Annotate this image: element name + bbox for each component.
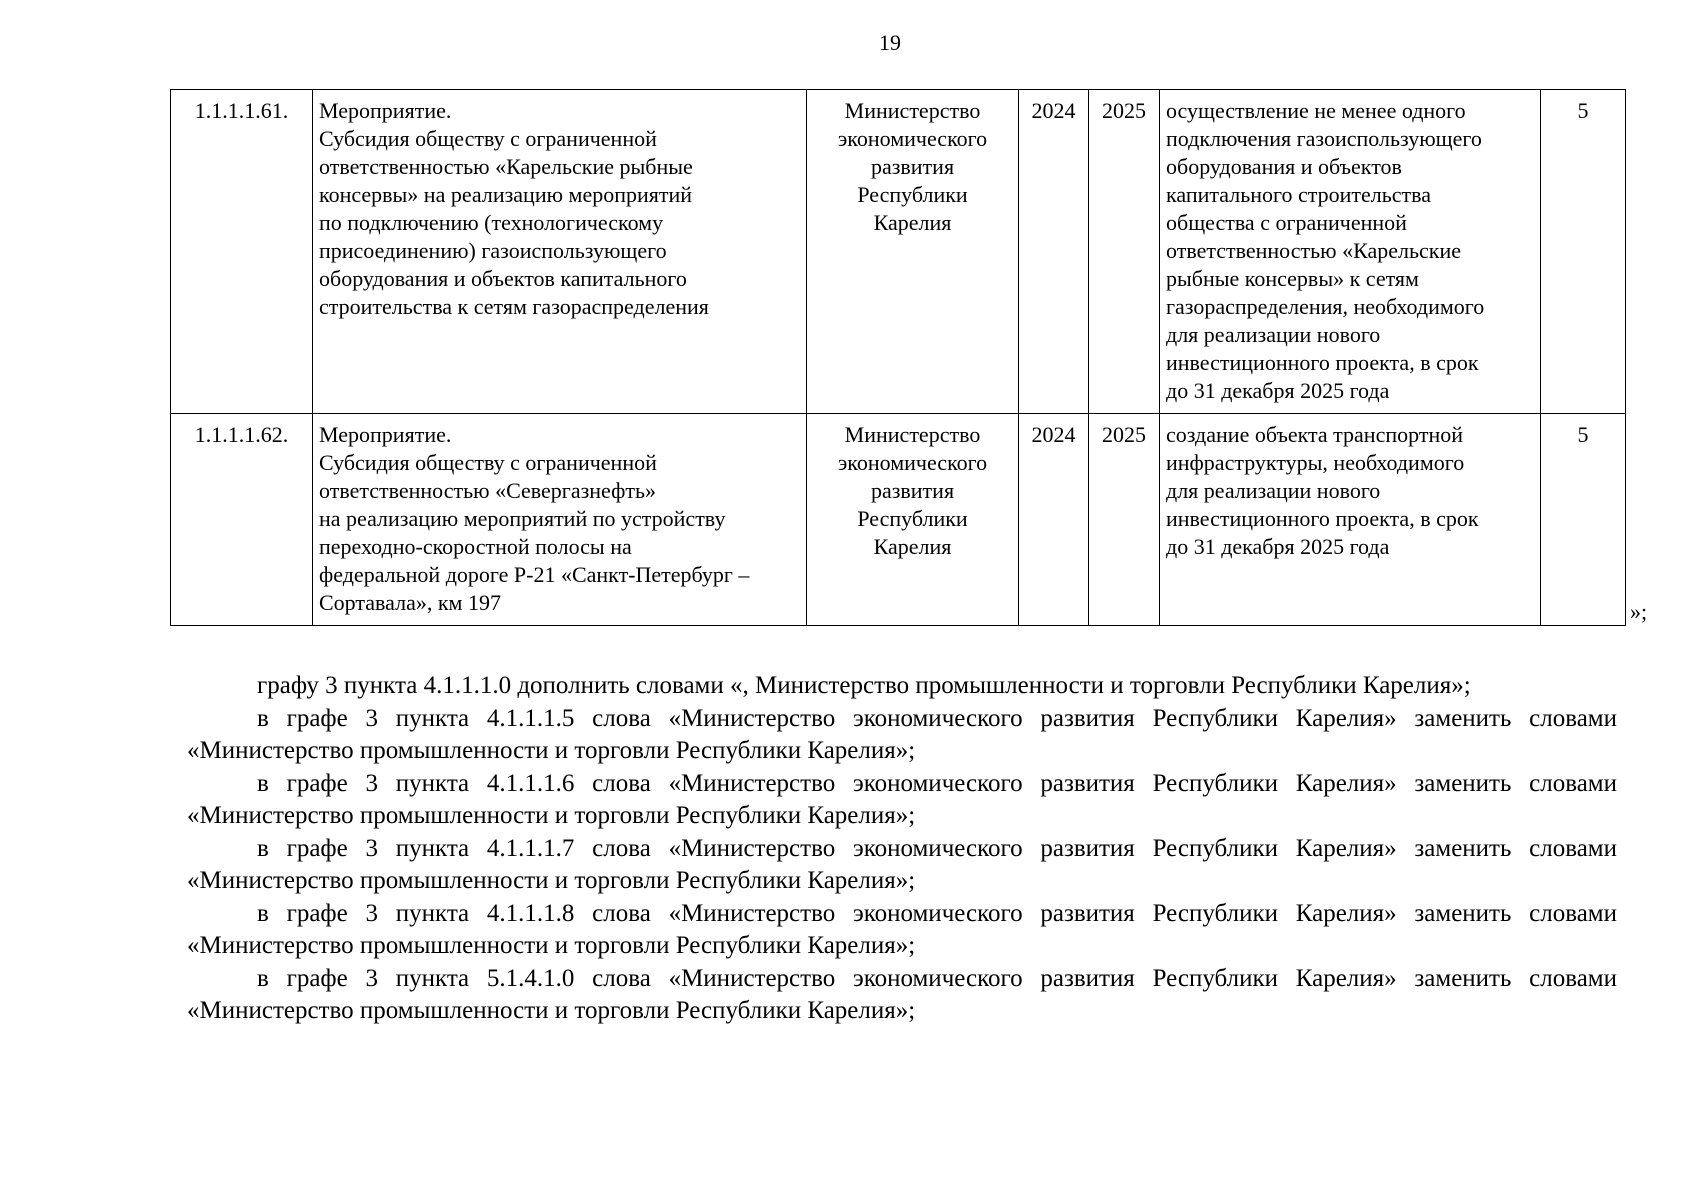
cell-line: инфраструктуры, необходимого: [1166, 450, 1465, 475]
amendments-text: [187, 670, 1617, 1028]
year-end-cell: 2025: [1089, 414, 1160, 626]
result-cell: [1160, 414, 1541, 626]
cell-line: ответственностью «Карельские рыбные: [319, 154, 693, 179]
cell-line: Мероприятие.: [319, 422, 452, 447]
cell-line: строительства к сетям газораспределения: [319, 294, 709, 319]
table-row: [171, 90, 1626, 414]
amendment-paragraph: в графе 3 пункта 4.1.1.1.7 слова «Министерство экономического развития Республики Карелия» заменить словами «Министерство промышленности и торговли Республики Карелия»;: [187, 834, 1617, 894]
cell-line: экономического: [837, 126, 988, 151]
cell-line: ответственностью «Севергазнефть»: [319, 478, 656, 503]
amendment-paragraph: в графе 3 пункта 5.1.4.1.0 слова «Министерство экономического развития Республики Карелия» заменить словами «Министерство промышленности и торговли Республики Карелия»;: [187, 964, 1617, 1024]
cell-line: развития: [870, 478, 955, 503]
row-number-cell: 1.1.1.1.62.: [171, 414, 313, 626]
year-start-cell: 2024: [1019, 90, 1089, 414]
cell-line: федеральной дороге Р-21 «Санкт-Петербург –: [319, 562, 750, 587]
cell-line: Министерство: [844, 98, 981, 123]
cell-line: ответственностью «Карельские: [1166, 238, 1461, 263]
cell-line: общества с ограниченной: [1166, 210, 1407, 235]
cell-line: подключения газоиспользующего: [1166, 126, 1482, 151]
cell-line: экономического: [837, 450, 988, 475]
amendment-paragraph: в графе 3 пункта 4.1.1.1.6 слова «Министерство экономического развития Республики Карелия» заменить словами «Министерство промышленности и торговли Республики Карелия»;: [187, 769, 1617, 829]
cell-line: осуществление не менее одного: [1166, 98, 1466, 123]
cell-line: капитального строительства: [1166, 182, 1432, 207]
cell-line: Карелия: [873, 210, 952, 235]
cell-line: Субсидия обществу с ограниченной: [319, 450, 657, 475]
cell-line: инвестиционного проекта, в срок: [1166, 506, 1479, 531]
cell-line: до 31 декабря 2025 года: [1166, 534, 1390, 559]
cell-line: Мероприятие.: [319, 98, 452, 123]
organization-cell: [807, 414, 1019, 626]
cell-line: присоединению) газоиспользующего: [319, 238, 667, 263]
year-end-cell: 2025: [1089, 90, 1160, 414]
cell-line: для реализации нового: [1166, 478, 1381, 503]
cell-line: Республики: [857, 506, 968, 531]
cell-line: Сортавала», км 197: [319, 590, 501, 615]
table-closing-quote: »;: [1630, 599, 1648, 624]
cell-line: Министерство: [844, 422, 981, 447]
cell-line: для реализации нового: [1166, 322, 1381, 347]
cell-line: Карелия: [873, 534, 952, 559]
amendment-paragraph: в графе 3 пункта 4.1.1.1.8 слова «Министерство экономического развития Республики Карелия» заменить словами «Министерство промышленности и торговли Республики Карелия»;: [187, 899, 1617, 959]
cell-line: рыбные консервы» к сетям: [1166, 266, 1419, 291]
cell-line: создание объекта транспортной: [1166, 422, 1463, 447]
amendment-paragraph: в графе 3 пункта 4.1.1.1.5 слова «Министерство экономического развития Республики Карелия» заменить словами «Министерство промышленности и торговли Республики Карелия»;: [187, 704, 1617, 764]
description-cell: [313, 90, 807, 414]
row-number-cell: 1.1.1.1.61.: [171, 90, 313, 414]
page-number: 19: [879, 30, 901, 55]
code-cell: 5: [1541, 414, 1626, 626]
measures-table: [170, 89, 1626, 626]
cell-line: оборудования и объектов: [1166, 154, 1402, 179]
cell-line: консервы» на реализацию мероприятий: [319, 182, 693, 207]
organization-cell: [807, 90, 1019, 414]
cell-line: оборудования и объектов капитального: [319, 266, 687, 291]
amendment-paragraph: графу 3 пункта 4.1.1.1.0 дополнить словами «, Министерство промышленности и торговли Республики Карелия»;: [257, 672, 1471, 699]
cell-line: развития: [870, 154, 955, 179]
result-cell: [1160, 90, 1541, 414]
cell-line: по подключению (технологическому: [319, 210, 664, 235]
cell-line: на реализацию мероприятий по устройству: [319, 506, 726, 531]
cell-line: Субсидия обществу с ограниченной: [319, 126, 657, 151]
code-cell: 5: [1541, 90, 1626, 414]
year-start-cell: 2024: [1019, 414, 1089, 626]
description-cell: [313, 414, 807, 626]
cell-line: Республики: [857, 182, 968, 207]
cell-line: до 31 декабря 2025 года: [1166, 378, 1390, 403]
cell-line: инвестиционного проекта, в срок: [1166, 350, 1479, 375]
cell-line: переходно-скоростной полосы на: [319, 534, 632, 559]
cell-line: газораспределения, необходимого: [1166, 294, 1485, 319]
table-row: [171, 414, 1626, 626]
